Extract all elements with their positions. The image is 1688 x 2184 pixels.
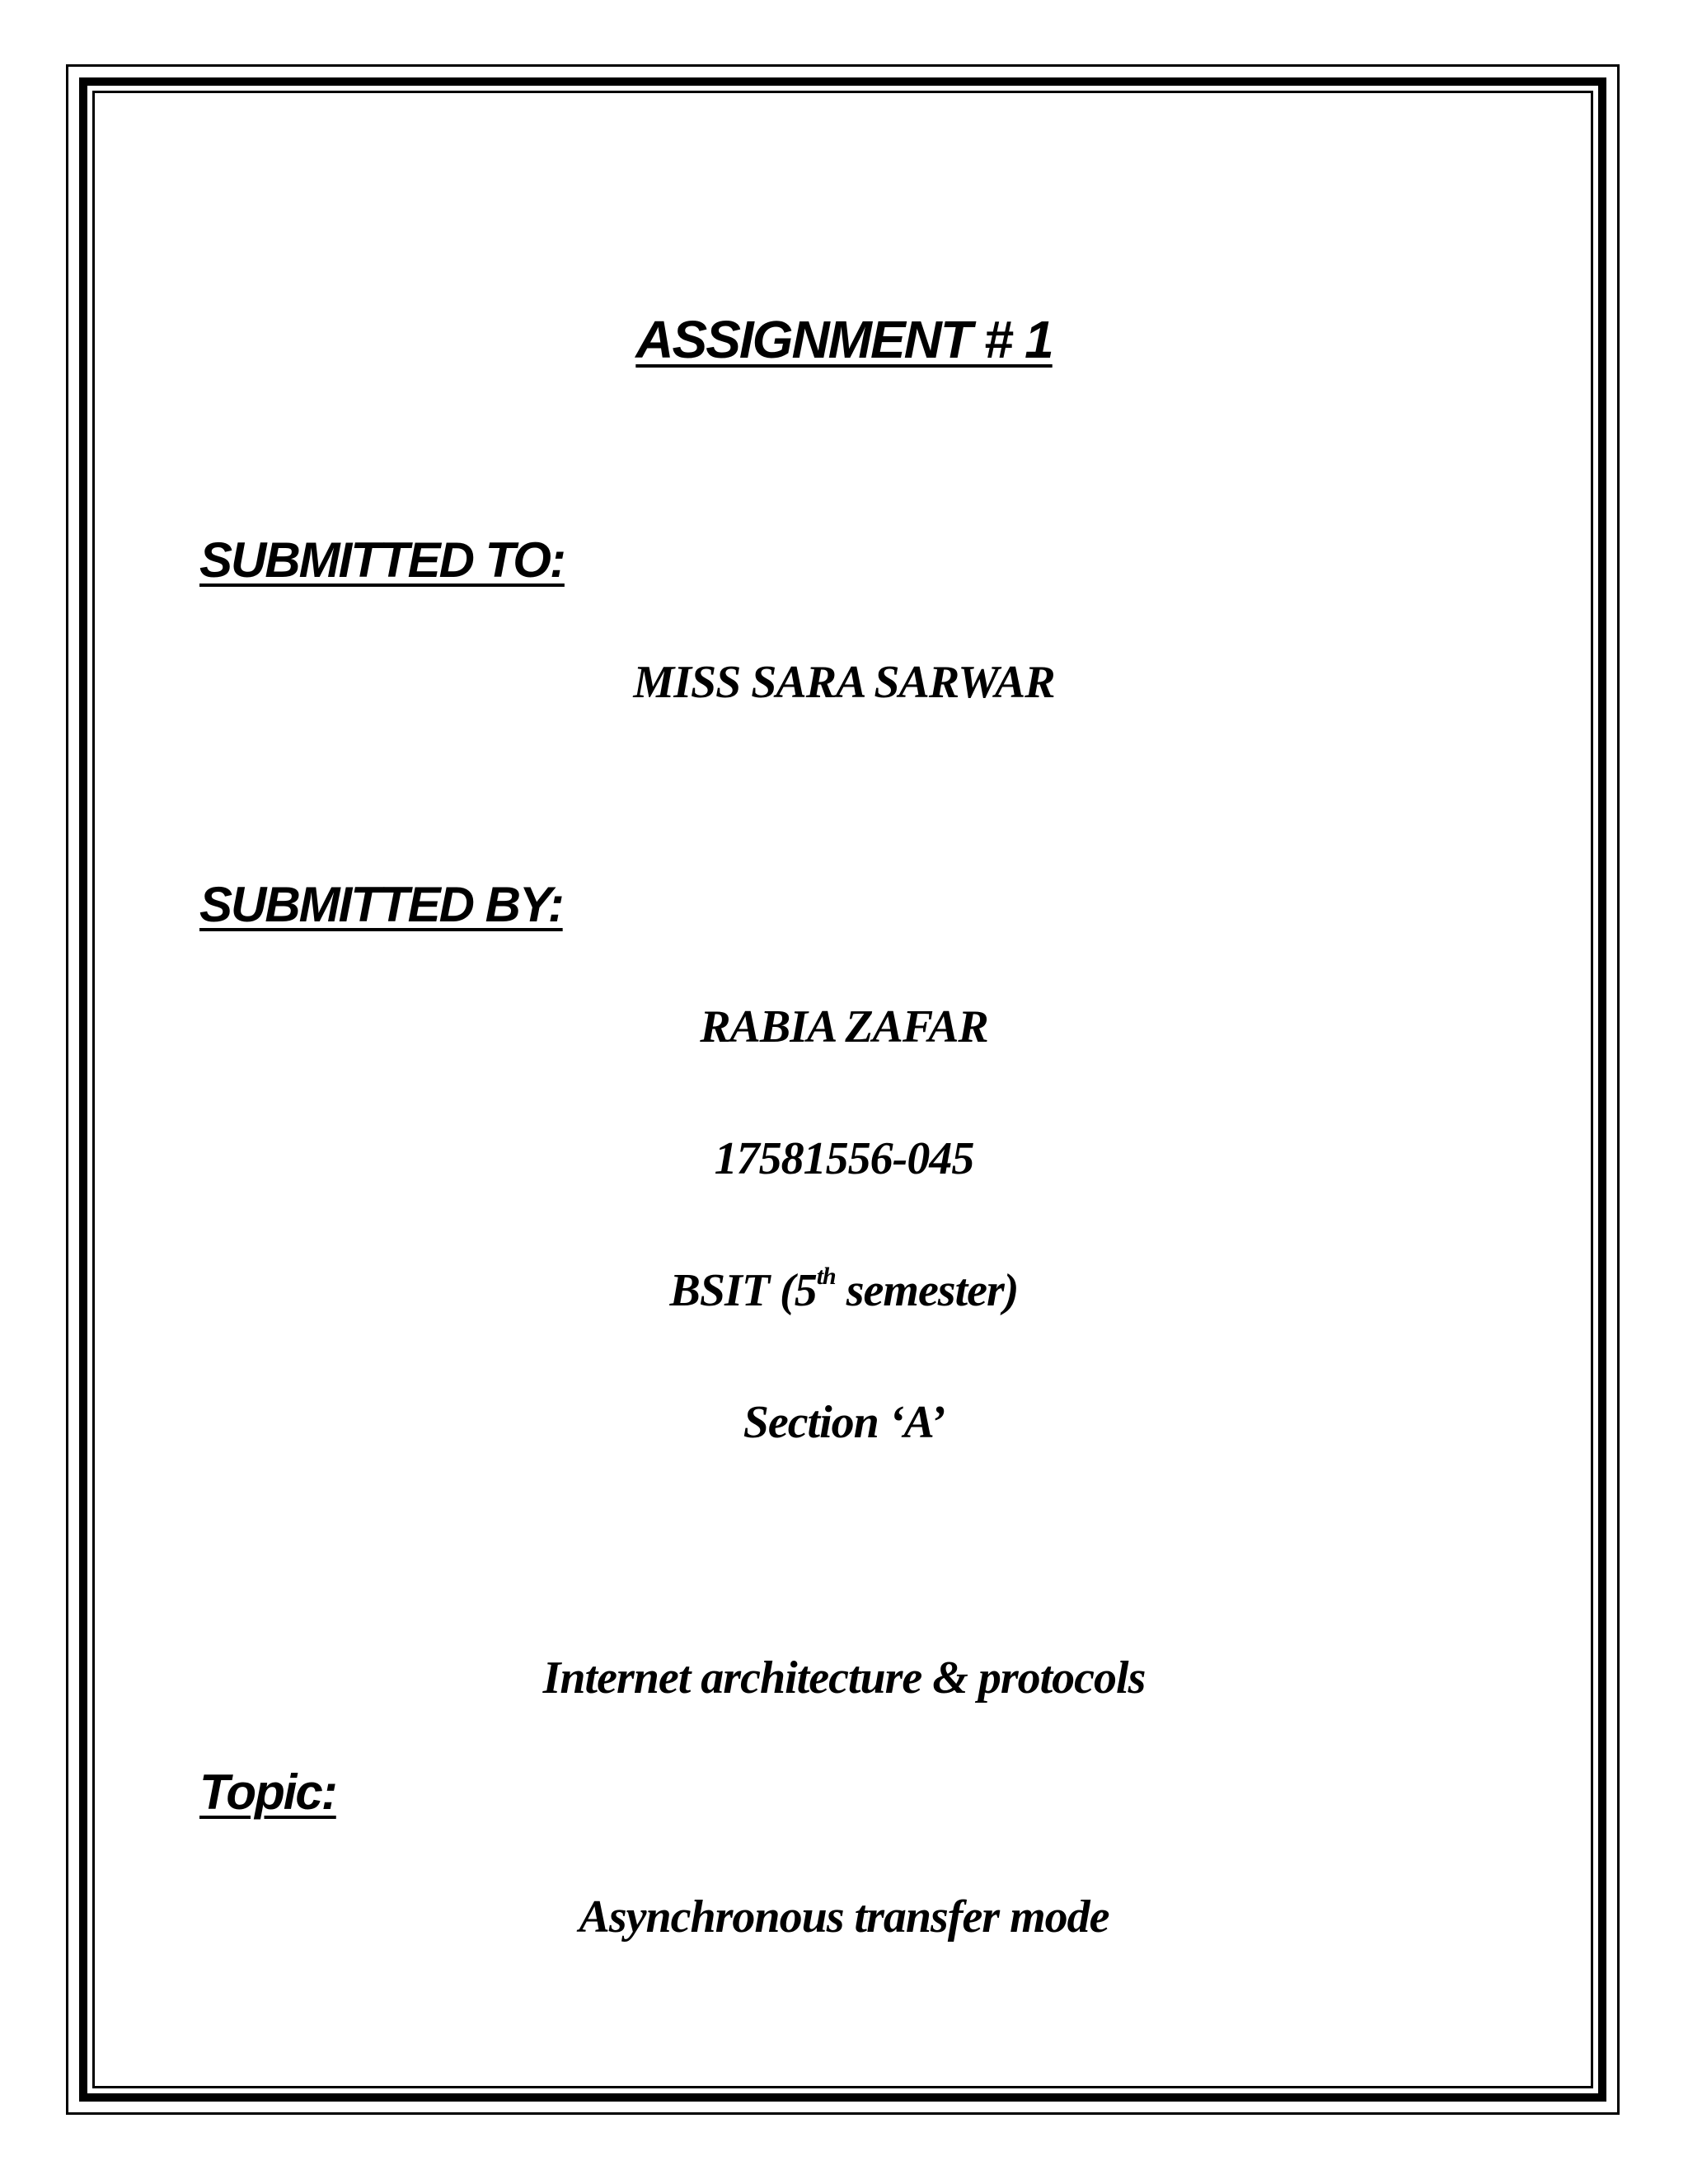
program-superscript: th <box>816 1263 836 1290</box>
program-prefix: BSIT (5 <box>669 1265 817 1316</box>
roll-number: 17581556-045 <box>714 1133 974 1184</box>
section-line: Section ‘A’ <box>743 1397 945 1448</box>
program-line <box>0 1263 1688 1316</box>
student-name: RABIA ZAFAR <box>700 1001 988 1052</box>
assignment-title: ASSIGNMENT # 1 <box>635 310 1053 369</box>
topic-label: Topic: <box>199 1765 336 1820</box>
submitted-to-label: SUBMITTED TO: <box>199 532 565 588</box>
program-suffix: semester) <box>835 1265 1019 1316</box>
topic-name: Asynchronous transfer mode <box>579 1891 1109 1943</box>
submitted-to-name: MISS SARA SARWAR <box>633 657 1055 708</box>
course-name: Internet architecture & protocols <box>542 1652 1146 1704</box>
submitted-by-label: SUBMITTED BY: <box>199 877 563 932</box>
